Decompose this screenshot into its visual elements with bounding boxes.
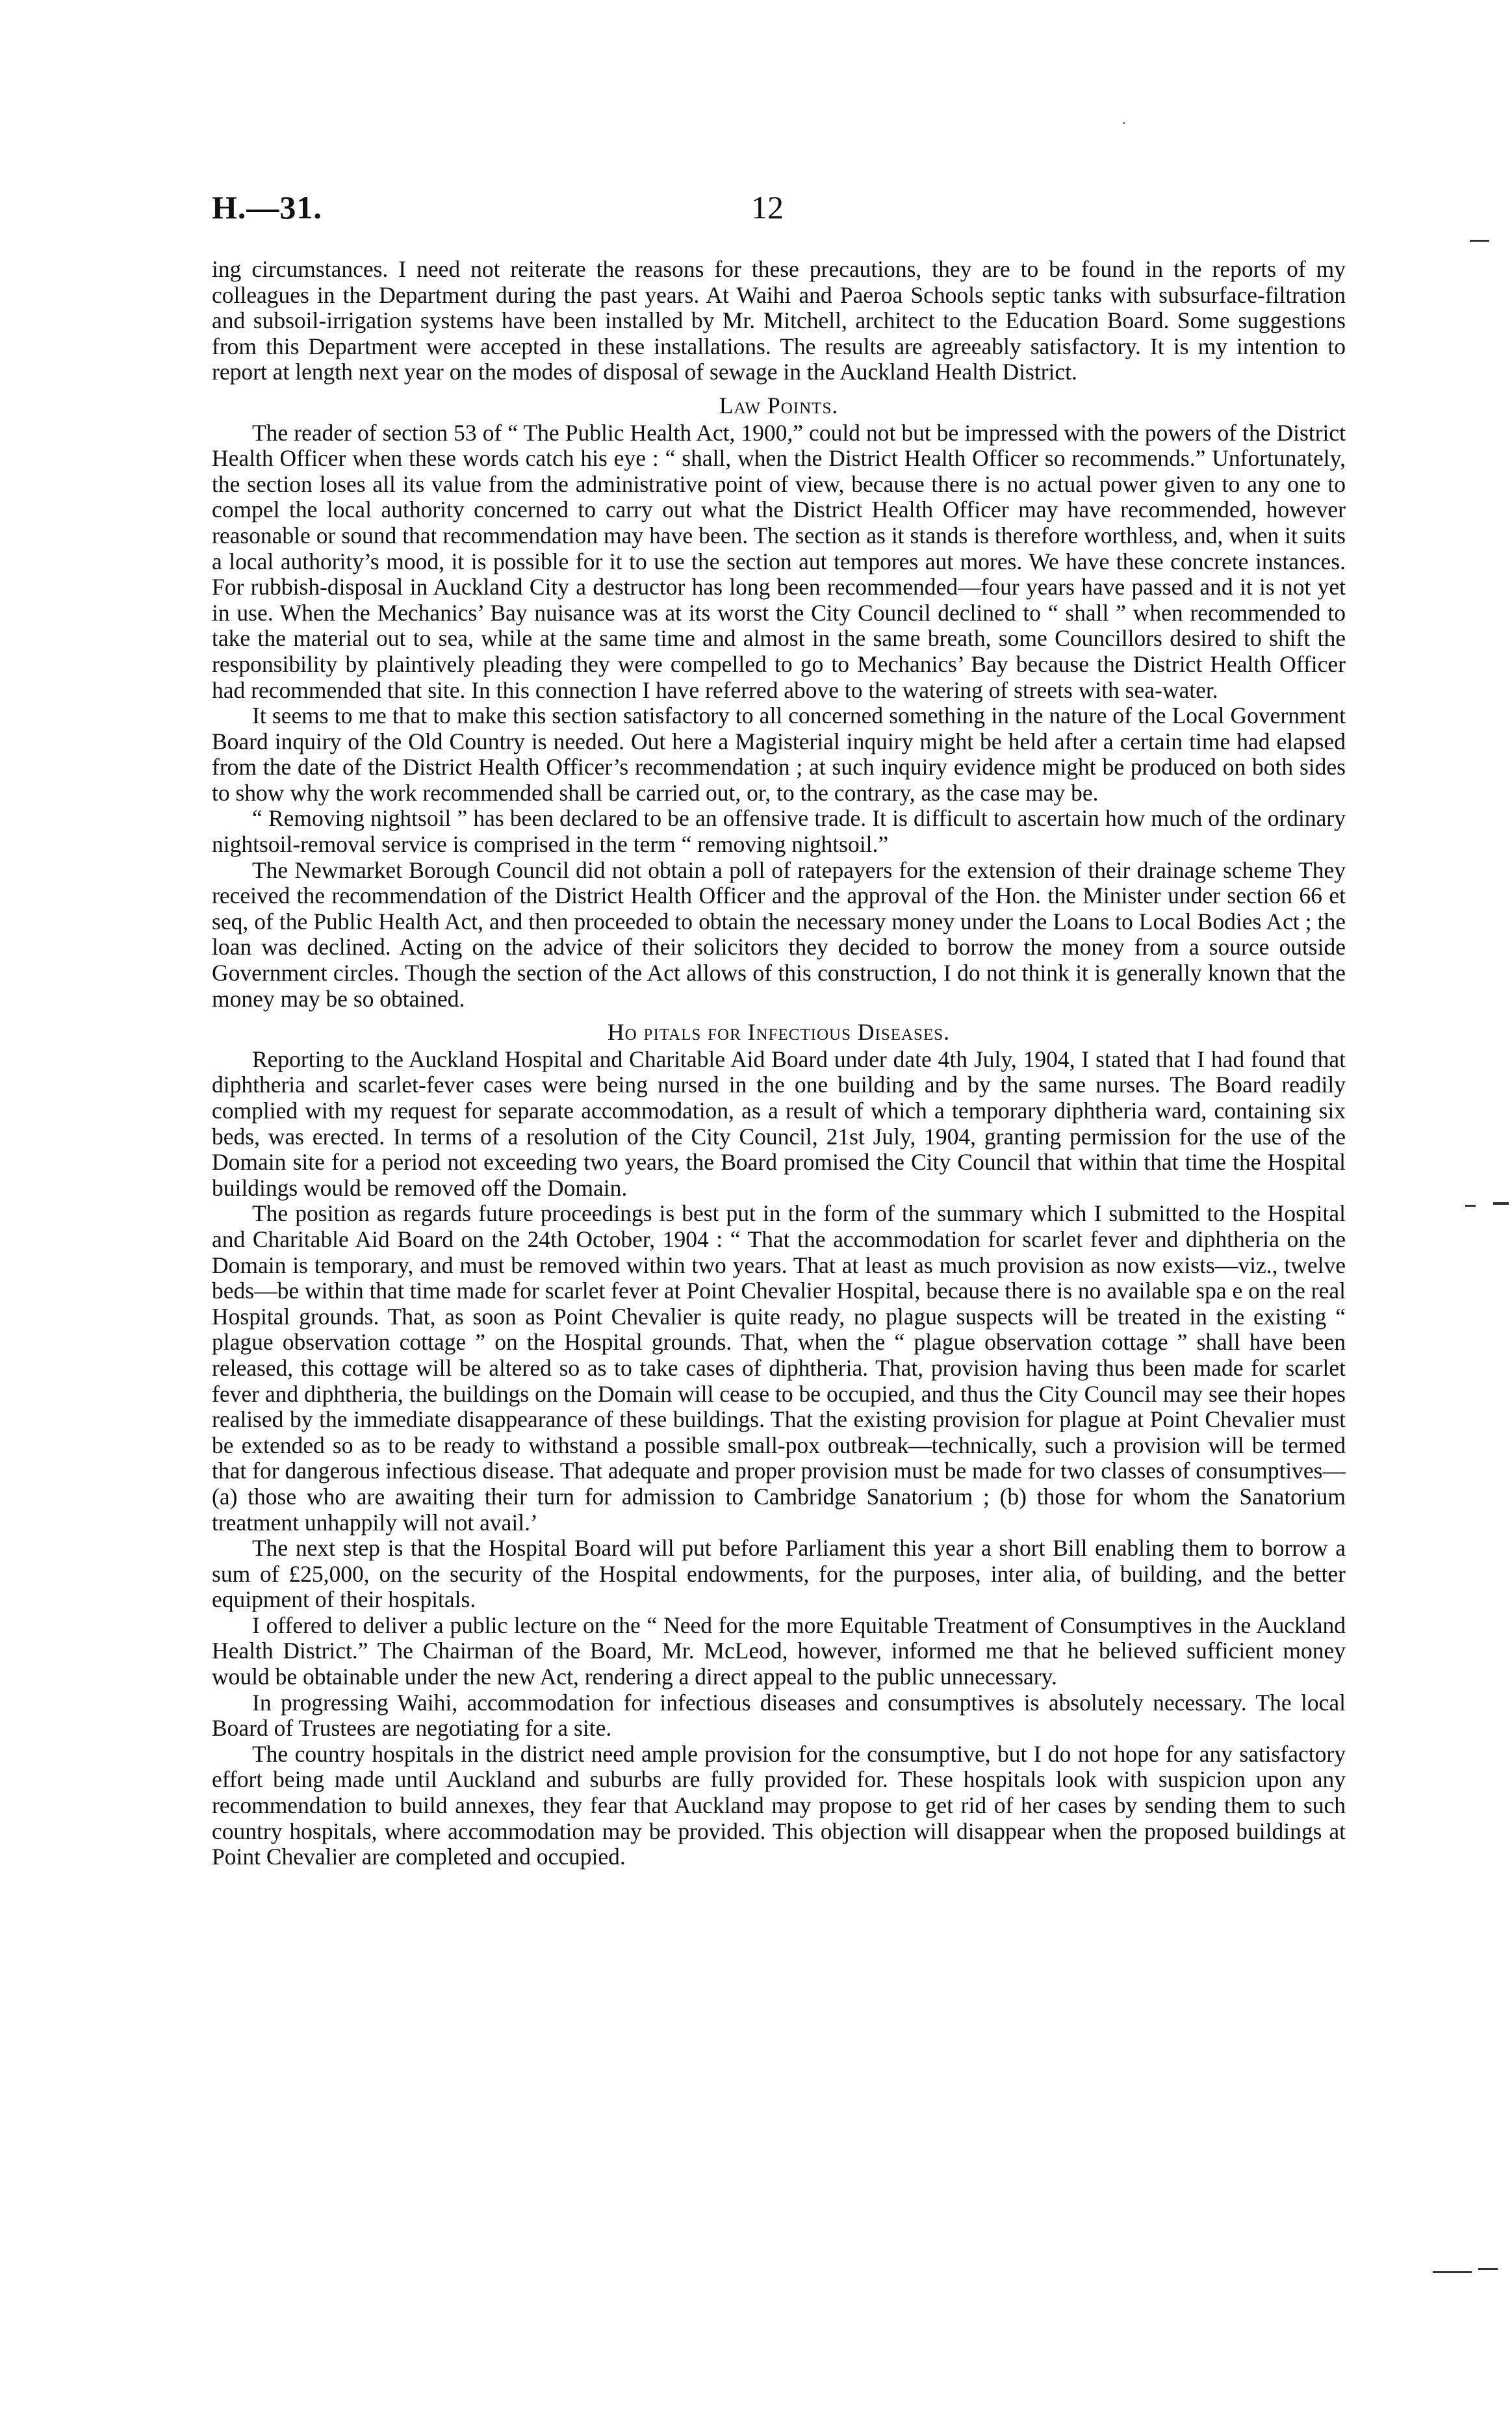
section-heading-law-points: Law Points. [719,392,839,418]
paragraph: Reporting to the Auckland Hospital and Charitable Aid Board under date 4th July, 1904, I stated that I had found that diphtheria and scarlet-fever cases were being nursed in the one building and by the same nurses. The Board readily complied with my request for separate accommodation, as a result of which a temporary diphtheria ward, containing six beds, was erected. In terms of a resolution of the City Council, 21st July, 1904, granting permission for the use of the Domain site for a period not exceeding two years, the Board promised the City Council that within that time the Hospital buildings would be removed off the Domain. [212,1046,1346,1201]
paragraph: It seems to me that to make this section satisfactory to all concerned something in the nature of the Local Government Board inquiry of the Old Country is needed. Out here a Magisterial inquiry might be held after a certain time had elapsed from the date of the District Health Officer’s recommendation ; at such inquiry evidence might be produced on both sides to show why the work recommended shall be carried out, or, to the contrary, as the case may be. [212,702,1346,806]
margin-mark [1493,1202,1509,1205]
section-heading-hospitals: Ho pitals for Infectious Diseases. [607,1019,951,1046]
paragraph: The country hospitals in the district need ample provision for the consumptive, but I do not hope for any satisfactory effort being made until Auckland and suburbs are fully provided for. These hospitals look with suspicion upon any recommendation to build annexes, they fear that Auckland may propose to get rid of her cases by sending them to such country hospitals, where accommodation may be provided. This objection will disappear when the proposed buildings at Point Chevalier are completed and occupied. [212,1740,1346,1870]
margin-mark [1478,2268,1498,2270]
margin-mark [1465,1205,1476,1207]
margin-mark [1433,2271,1472,2273]
page-number: 12 [751,189,784,225]
paragraph: The Newmarket Borough Council did not obtain a poll of ratepayers for the extension of their drainage scheme They received the recommendation of the District Health Officer and the approval of the Hon. the Minister under section 66 et seq, of the Public Health Act, and then proceeded to obtain the necessary money under the Loans to Local Bodies Act ; the loan was declined. Acting on the advice of their solicitors they decided to borrow the money from a source outside Government circles. Though the section of the Act allows of this construction, I do not think it is generally known that the money may be so obtained. [212,856,1346,1012]
paragraph: The reader of section 53 of “ The Public Health Act, 1900,” could not but be impressed with the powers of the District Health Officer when these words catch his eye : “ shall, when the District Health Officer so recommends.” Unfortunately, the section loses all its value from the administrative point of view, because there is no actual power given to any one to compel the local authority concerned to carry out what the District Health Officer may have recommended, however reasonable or sound that recommendation may have been. The section as it stands is therefore worthless, and, when it suits a local authority’s mood, it is possible for it to use the section aut tempores aut mores. We have these concrete instances. For rubbish-disposal in Auckland City a destructor has long been recommended—four years have passed and it is not yet in use. When the Mechanics’ Bay nuisance was at its worst the City Council declined to “ shall ” when recommended to take the material out to sea, while at the same time and almost in the same breath, some Councillors desired to shift the responsibility by plaintively pleading they were compelled to go to Mechanics’ Bay because the District Health Officer had recommended that site. In this connection I have referred above to the watering of streets with sea-water. [212,419,1346,703]
margin-mark [1470,240,1489,242]
document-body [212,257,1346,1870]
page-header [212,188,1346,227]
paragraph: In progressing Waihi, accommodation for infectious diseases and consumptives is absolutely necessary. The local Board of Trustees are negotiating for a site. [212,1689,1346,1742]
margin-speck [1123,122,1125,124]
paragraph: “ Removing nightsoil ” has been declared to be an offensive trade. It is difficult to ascertain how much of the ordinary nightsoil-removal service is comprised in the term “ removing nightsoil.” [212,805,1346,858]
paragraph: ing circumstances. I need not reiterate the reasons for these precautions, they are to be found in the reports of my colleagues in the Department during the past years. At Waihi and Paeroa Schools septic tanks with subsurface-filtration and subsoil-irrigation systems have been installed by Mr. Mitchell, architect to the Education Board. Some suggestions from this Department were accepted in these installations. The results are agreeably satisfactory. It is my intention to report at length next year on the modes of disposal of sewage in the Auckland Health District. [212,256,1346,385]
report-reference: H.—31. [212,189,322,225]
paragraph: The next step is that the Hospital Board will put before Parliament this year a short Bill enabling them to borrow a sum of £25,000, on the security of the Hospital endowments, for the purposes, inter alia, of building, and the better equipment of their hospitals. [212,1535,1346,1613]
paragraph: I offered to deliver a public lecture on the “ Need for the more Equitable Treatment of Consumptives in the Auckland Health District.” The Chairman of the Board, Mr. McLeod, however, informed me that he believed sufficient money would be obtainable under the new Act, rendering a direct appeal to the public unnecessary. [212,1612,1346,1690]
paragraph: The position as regards future proceedings is best put in the form of the summary which I submitted to the Hospital and Charitable Aid Board on the 24th October, 1904 : “ That the accommodation for scarlet fever and diphtheria on the Domain is temporary, and must be removed within two years. That at least as much provision as now exists—viz., twelve beds—be within that time made for scarlet fever at Point Chevalier Hospital, because there is no available spa e on the real Hospital grounds. That, as soon as Point Chevalier is quite ready, no plague suspects will be treated in the existing “ plague observation cottage ” on the Hospital grounds. That, when the “ plague observation cottage ” shall have been released, this cottage will be altered so as to take cases of diphtheria. That, provision having thus been made for scarlet fever and diphtheria, the buildings on the Domain will cease to be occupied, and thus the City Council may see their hopes realised by the immediate disappearance of these buildings. That the existing provision for plague at Point Chevalier must be extended so as to be ready to withstand a possible small-pox outbreak—technically, such a provision will be termed that for dangerous infectious disease. That adequate and proper provision must be made for two classes of consumptives—(a) those who are awaiting their turn for admission to Cambridge Sanatorium ; (b) those for whom the Sanatorium treatment unhappily will not avail.’ [212,1200,1346,1536]
